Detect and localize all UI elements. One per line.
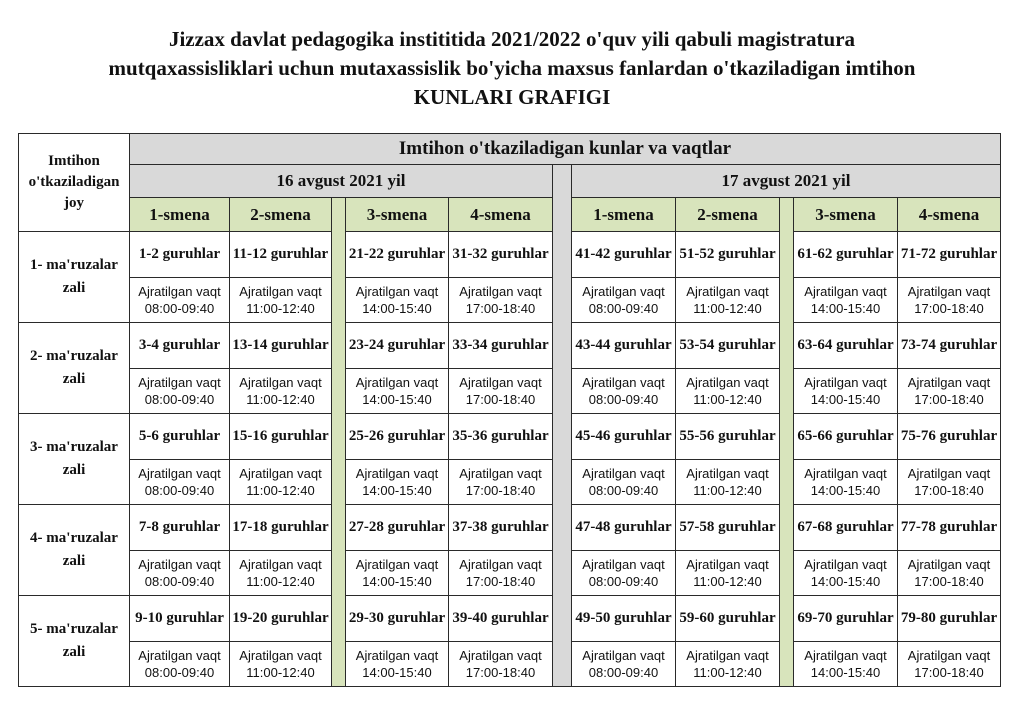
group-cell: 61-62 guruhlar — [794, 232, 898, 278]
room-name: 2- ma'ruzalar zali — [19, 323, 130, 414]
time-range: 17:00-18:40 — [914, 574, 984, 589]
time-cell — [130, 642, 230, 687]
group-cell: 13-14 guruhlar — [230, 323, 332, 369]
time-cell — [794, 642, 898, 687]
group-cell: 15-16 guruhlar — [230, 414, 332, 460]
time-cell — [572, 369, 676, 414]
time-label: Ajratilgan vaqt — [239, 557, 322, 572]
room-name: 5- ma'ruzalar zali — [19, 596, 130, 687]
group-cell: 69-70 guruhlar — [794, 596, 898, 642]
day-1-date: 16 avgust 2021 yil — [130, 165, 553, 198]
time-cell — [230, 642, 332, 687]
time-label: Ajratilgan vaqt — [804, 557, 887, 572]
group-cell: 17-18 guruhlar — [230, 505, 332, 551]
group-cell: 33-34 guruhlar — [449, 323, 553, 369]
time-label: Ajratilgan vaqt — [355, 284, 439, 299]
time-cell — [676, 642, 780, 687]
time-label: Ajratilgan vaqt — [582, 648, 665, 663]
schedule-main-header: Imtihon o'tkaziladigan kunlar va vaqtlar — [130, 134, 1001, 165]
time-range: 17:00-18:40 — [465, 301, 536, 316]
time-cell — [230, 278, 332, 323]
document-title-line-2: mutqaxassisliklari uchun mutaxassislik bo'yicha maxsus fanlardan o'tkaziladigan imtihon — [108, 56, 916, 80]
group-cell: 59-60 guruhlar — [676, 596, 780, 642]
time-range: 14:00-15:40 — [362, 665, 432, 680]
day-1-shift-1-header: 1-smena — [130, 198, 230, 232]
time-cell — [676, 278, 780, 323]
time-cell — [130, 551, 230, 596]
group-cell: 37-38 guruhlar — [449, 505, 553, 551]
time-range: 11:00-12:40 — [693, 301, 762, 316]
group-cell: 29-30 guruhlar — [346, 596, 449, 642]
time-cell — [898, 642, 1001, 687]
time-range: 17:00-18:40 — [914, 665, 984, 680]
time-range: 08:00-09:40 — [588, 392, 659, 407]
time-label: Ajratilgan vaqt — [907, 375, 991, 390]
time-cell — [346, 642, 449, 687]
group-cell: 49-50 guruhlar — [572, 596, 676, 642]
time-cell — [230, 460, 332, 505]
room-name: 4- ma'ruzalar zali — [19, 505, 130, 596]
time-range: 08:00-09:40 — [144, 574, 215, 589]
room-name: 3- ma'ruzalar zali — [19, 414, 130, 505]
time-label: Ajratilgan vaqt — [239, 375, 322, 390]
group-cell: 43-44 guruhlar — [572, 323, 676, 369]
time-range: 14:00-15:40 — [810, 392, 881, 407]
group-cell: 63-64 guruhlar — [794, 323, 898, 369]
group-cell: 71-72 guruhlar — [898, 232, 1001, 278]
time-cell — [230, 551, 332, 596]
group-cell: 67-68 guruhlar — [794, 505, 898, 551]
time-label: Ajratilgan vaqt — [804, 466, 887, 481]
group-cell: 41-42 guruhlar — [572, 232, 676, 278]
time-label: Ajratilgan vaqt — [138, 557, 221, 572]
place-column-header: Imtihon o'tkaziladigan joy — [19, 134, 130, 232]
time-label: Ajratilgan vaqt — [686, 648, 769, 663]
time-range: 08:00-09:40 — [588, 483, 659, 498]
group-cell: 1-2 guruhlar — [130, 232, 230, 278]
group-cell: 39-40 guruhlar — [449, 596, 553, 642]
time-label: Ajratilgan vaqt — [804, 375, 887, 390]
room-group-row — [19, 323, 1001, 369]
time-range: 11:00-12:40 — [246, 483, 315, 498]
time-range: 17:00-18:40 — [465, 392, 536, 407]
day-2-shift-1-header: 1-smena — [572, 198, 676, 232]
time-range: 11:00-12:40 — [693, 665, 762, 680]
time-range: 11:00-12:40 — [693, 574, 762, 589]
group-cell: 35-36 guruhlar — [449, 414, 553, 460]
time-label: Ajratilgan vaqt — [239, 466, 322, 481]
time-range: 08:00-09:40 — [588, 301, 659, 316]
room-time-row — [19, 460, 1001, 505]
time-range: 17:00-18:40 — [465, 665, 536, 680]
time-cell — [794, 551, 898, 596]
group-cell: 27-28 guruhlar — [346, 505, 449, 551]
day-2-date: 17 avgust 2021 yil — [572, 165, 1001, 198]
time-cell — [572, 551, 676, 596]
time-cell — [794, 278, 898, 323]
time-cell — [449, 369, 553, 414]
group-cell: 77-78 guruhlar — [898, 505, 1001, 551]
document-title-line-3: KUNLARI GRAFIGI — [413, 85, 611, 109]
time-label: Ajratilgan vaqt — [459, 466, 542, 481]
document-title-line-1: Jizzax davlat pedagogika instititida 2021/2022 o'quv yili qabuli magistratura — [168, 27, 856, 51]
time-cell — [230, 369, 332, 414]
time-range: 08:00-09:40 — [588, 665, 659, 680]
time-cell — [676, 369, 780, 414]
group-cell: 47-48 guruhlar — [572, 505, 676, 551]
time-label: Ajratilgan vaqt — [459, 648, 542, 663]
group-cell: 23-24 guruhlar — [346, 323, 449, 369]
time-label: Ajratilgan vaqt — [138, 375, 221, 390]
group-cell: 51-52 guruhlar — [676, 232, 780, 278]
time-range: 11:00-12:40 — [246, 392, 315, 407]
room-group-row — [19, 232, 1001, 278]
time-cell — [130, 278, 230, 323]
time-label: Ajratilgan vaqt — [907, 557, 991, 572]
time-range: 14:00-15:40 — [362, 301, 432, 316]
time-range: 17:00-18:40 — [914, 392, 984, 407]
time-range: 14:00-15:40 — [810, 574, 881, 589]
time-label: Ajratilgan vaqt — [239, 648, 322, 663]
time-cell — [449, 551, 553, 596]
time-cell — [676, 551, 780, 596]
time-cell — [130, 369, 230, 414]
group-cell: 25-26 guruhlar — [346, 414, 449, 460]
time-label: Ajratilgan vaqt — [355, 557, 439, 572]
time-label: Ajratilgan vaqt — [582, 466, 665, 481]
time-range: 14:00-15:40 — [362, 483, 432, 498]
time-label: Ajratilgan vaqt — [355, 648, 439, 663]
time-cell — [346, 278, 449, 323]
time-range: 11:00-12:40 — [693, 392, 762, 407]
room-time-row — [19, 369, 1001, 414]
time-label: Ajratilgan vaqt — [355, 375, 439, 390]
time-label: Ajratilgan vaqt — [138, 284, 221, 299]
time-range: 14:00-15:40 — [362, 574, 432, 589]
day-2-shift-3-header: 3-smena — [794, 198, 898, 232]
time-label: Ajratilgan vaqt — [582, 375, 665, 390]
group-cell: 79-80 guruhlar — [898, 596, 1001, 642]
time-label: Ajratilgan vaqt — [138, 466, 221, 481]
group-cell: 55-56 guruhlar — [676, 414, 780, 460]
time-cell — [130, 460, 230, 505]
time-range: 08:00-09:40 — [144, 301, 215, 316]
time-range: 11:00-12:40 — [246, 574, 315, 589]
time-cell — [346, 551, 449, 596]
room-time-row — [19, 278, 1001, 323]
day-1-shift-4-header: 4-smena — [449, 198, 553, 232]
time-cell — [449, 460, 553, 505]
group-cell: 21-22 guruhlar — [346, 232, 449, 278]
time-label: Ajratilgan vaqt — [459, 284, 542, 299]
time-cell — [794, 369, 898, 414]
time-label: Ajratilgan vaqt — [804, 284, 887, 299]
time-range: 17:00-18:40 — [914, 483, 984, 498]
room-group-row — [19, 505, 1001, 551]
day-2-shift-4-header: 4-smena — [898, 198, 1001, 232]
time-range: 14:00-15:40 — [810, 665, 881, 680]
room-time-row — [19, 551, 1001, 596]
time-cell — [898, 278, 1001, 323]
time-range: 17:00-18:40 — [465, 574, 536, 589]
exam-schedule-table — [18, 133, 1001, 687]
time-label: Ajratilgan vaqt — [804, 648, 887, 663]
group-cell: 19-20 guruhlar — [230, 596, 332, 642]
time-label: Ajratilgan vaqt — [907, 648, 991, 663]
time-label: Ajratilgan vaqt — [138, 648, 221, 663]
day-1-shift-3-header: 3-smena — [346, 198, 449, 232]
time-cell — [676, 460, 780, 505]
time-range: 11:00-12:40 — [246, 665, 315, 680]
group-cell: 3-4 guruhlar — [130, 323, 230, 369]
time-cell — [898, 551, 1001, 596]
group-cell: 73-74 guruhlar — [898, 323, 1001, 369]
time-range: 08:00-09:40 — [144, 392, 215, 407]
time-range: 11:00-12:40 — [693, 483, 762, 498]
group-cell: 5-6 guruhlar — [130, 414, 230, 460]
group-cell: 9-10 guruhlar — [130, 596, 230, 642]
group-cell: 53-54 guruhlar — [676, 323, 780, 369]
time-range: 17:00-18:40 — [465, 483, 536, 498]
time-cell — [898, 460, 1001, 505]
time-label: Ajratilgan vaqt — [686, 557, 769, 572]
time-range: 17:00-18:40 — [914, 301, 984, 316]
time-cell — [572, 460, 676, 505]
time-range: 08:00-09:40 — [588, 574, 659, 589]
time-cell — [449, 642, 553, 687]
day-separator — [553, 165, 572, 687]
group-cell: 57-58 guruhlar — [676, 505, 780, 551]
time-range: 14:00-15:40 — [810, 483, 881, 498]
room-name: 1- ma'ruzalar zali — [19, 232, 130, 323]
time-range: 14:00-15:40 — [810, 301, 881, 316]
day-2-midday-separator — [780, 198, 794, 687]
time-label: Ajratilgan vaqt — [582, 284, 665, 299]
room-time-row — [19, 642, 1001, 687]
time-label: Ajratilgan vaqt — [239, 284, 322, 299]
time-cell — [346, 369, 449, 414]
time-cell — [898, 369, 1001, 414]
time-cell — [572, 642, 676, 687]
time-label: Ajratilgan vaqt — [686, 375, 769, 390]
time-label: Ajratilgan vaqt — [686, 284, 769, 299]
time-cell — [449, 278, 553, 323]
time-range: 08:00-09:40 — [144, 483, 215, 498]
time-range: 11:00-12:40 — [246, 301, 315, 316]
time-range: 14:00-15:40 — [362, 392, 432, 407]
time-cell — [794, 460, 898, 505]
room-group-row — [19, 414, 1001, 460]
group-cell: 7-8 guruhlar — [130, 505, 230, 551]
day-1-midday-separator — [332, 198, 346, 687]
group-cell: 45-46 guruhlar — [572, 414, 676, 460]
day-1-shift-2-header: 2-smena — [230, 198, 332, 232]
time-range: 08:00-09:40 — [144, 665, 215, 680]
time-label: Ajratilgan vaqt — [907, 284, 991, 299]
time-cell — [346, 460, 449, 505]
time-label: Ajratilgan vaqt — [355, 466, 439, 481]
time-cell — [572, 278, 676, 323]
room-group-row — [19, 596, 1001, 642]
group-cell: 75-76 guruhlar — [898, 414, 1001, 460]
group-cell: 11-12 guruhlar — [230, 232, 332, 278]
time-label: Ajratilgan vaqt — [686, 466, 769, 481]
day-2-shift-2-header: 2-smena — [676, 198, 780, 232]
group-cell: 65-66 guruhlar — [794, 414, 898, 460]
time-label: Ajratilgan vaqt — [582, 557, 665, 572]
time-label: Ajratilgan vaqt — [459, 375, 542, 390]
time-label: Ajratilgan vaqt — [907, 466, 991, 481]
time-label: Ajratilgan vaqt — [459, 557, 542, 572]
group-cell: 31-32 guruhlar — [449, 232, 553, 278]
